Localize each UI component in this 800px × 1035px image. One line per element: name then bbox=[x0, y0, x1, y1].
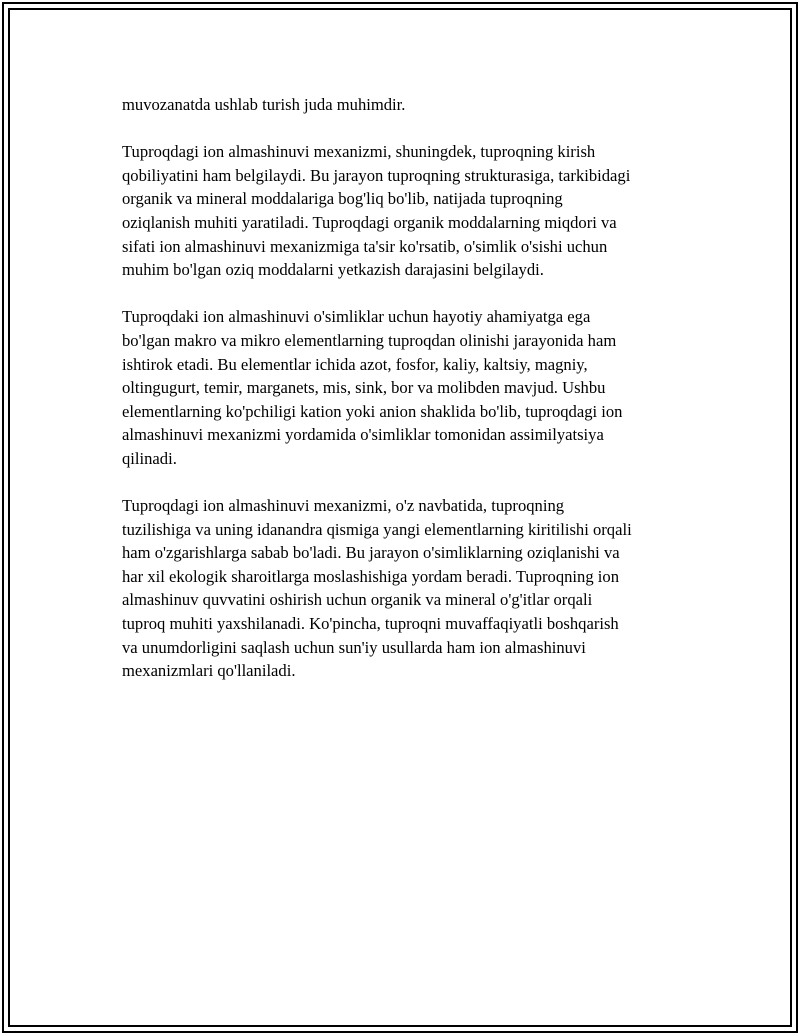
document-page bbox=[2, 2, 798, 1033]
paragraph-4: Tuproqdagi ion almashinuvi mexanizmi, o'z navbatida, tuproqning tuzilishiga va uning idanandra qismiga yangi elementlarning kiritilishi orqali ham o'zgarishlarga sabab bo'ladi. Bu jarayon o'simliklarning oziqlanishi va har xil ekologik sharoitlarga moslashishiga yordam beradi. Tuproqning ion almashinuv quvvatini oshirish uchun organik va mineral o'g'itlar orqali tuproq muhiti yaxshilanadi. Ko'pincha, tuproqni muvaffaqiyatli boshqarish va unumdorligini saqlash uchun sun'iy usullarda ham ion almashinuvi mexanizmlari qo'llaniladi. bbox=[122, 496, 632, 681]
paragraph-1: muvozanatda ushlab turish juda muhimdir. bbox=[122, 95, 406, 114]
paragraph-2: Tuproqdagi ion almashinuvi mexanizmi, shuningdek, tuproqning kirish qobiliyatini ham belgilaydi. Bu jarayon tuproqning strukturasiga, tarkibidagi organik va mineral moddalariga bog'liq bo'lib, natijada tuproqning oziqlanish muhiti yaratiladi. Tuproqdagi organik moddalarning miqdori va sifati ion almashinuvi mexanizmiga ta'sir ko'rsatib, o'simlik o'sishi uchun muhim bo'lgan oziq moddalarni yetkazish darajasini belgilaydi. bbox=[122, 142, 631, 280]
paragraph-3: Tuproqdaki ion almashinuvi o'simliklar uchun hayotiy ahamiyatga ega bo'lgan makro va mikro elementlarning tuproqdan olinishi jarayonida ham ishtirok etadi. Bu elementlar ichida azot, fosfor, kaliy, kaltsiy, magniy, oltingugurt, temir, marganets, mis, sink, bor va molibden mavjud. Ushbu elementlarning ko'pchiligi kation yoki anion shaklida bo'lib, tuproqdagi ion almashinuvi mexanizmi yordamida o'simliklar tomonidan assimilyatsiya qilinadi. bbox=[122, 307, 623, 468]
document-body bbox=[122, 93, 664, 706]
